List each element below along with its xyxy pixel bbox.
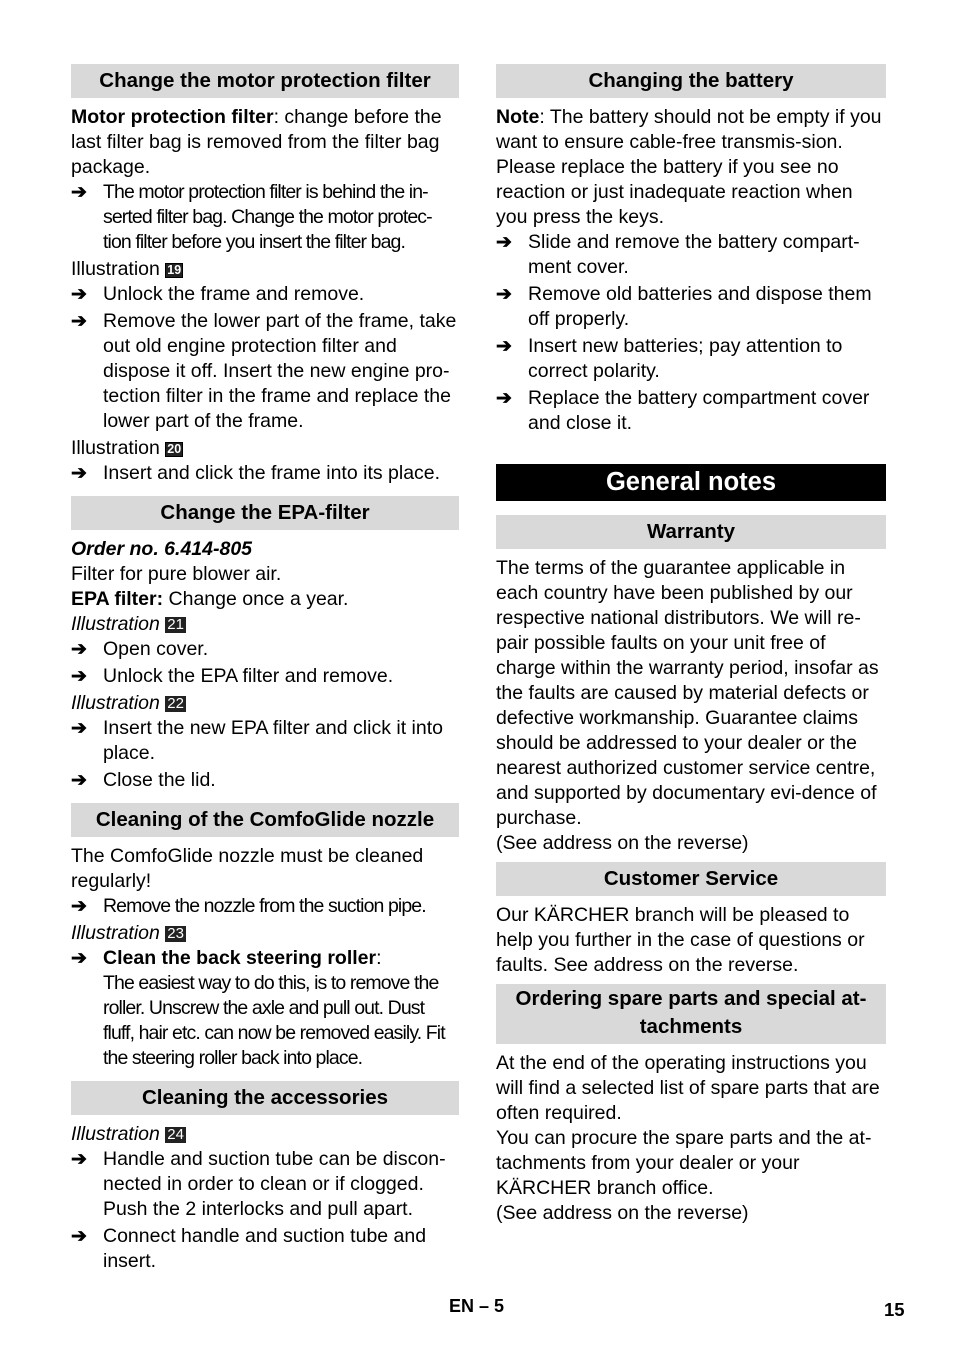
illustration-ref: Illustration 24 <box>71 1123 184 1145</box>
left-column <box>71 64 459 1276</box>
arrow-right-icon: ➔ <box>496 284 512 305</box>
accessories-step-2: ➔ Connect handle and suction tube and insert. <box>71 1225 427 1272</box>
epa-order-number: Order no. 6.414-805 <box>71 538 253 560</box>
nozzle-step-1: ➔ Remove the nozzle from the suction pipe. <box>71 895 426 917</box>
illustration-number-badge: 20 <box>167 442 182 456</box>
spare-parts-body-1: At the end of the operating instructions you will find a selected list of spare parts that are often required. <box>496 1052 880 1124</box>
nozzle-step-2: ➔ Clean the back steering roller: The easiest way to do this, is to remove the roller. Unscrew the axle and pull out. Dust fluff, hair etc. can now be removed easily. Fit the steering roller back into place. <box>71 947 445 1069</box>
footer-language-page: EN – 5 <box>449 1296 505 1316</box>
arrow-right-icon: ➔ <box>496 388 512 409</box>
motor-filter-intro: Motor protection filter: change before the last filter bag is removed from the filter bag package. <box>71 106 442 178</box>
battery-heading: Changing the battery <box>496 64 886 98</box>
motor-step-1: ➔ The motor protection filter is behind the in-serted filter bag. Change the motor protec-tion filter before you insert the filter bag. <box>71 181 432 253</box>
battery-step-3: ➔ Insert new batteries; pay attention to correct polarity. <box>496 335 843 382</box>
motor-filter-heading: Change the motor protection filter <box>71 64 459 98</box>
spare-parts-see-address: (See address on the reverse) <box>496 1202 749 1224</box>
arrow-right-icon: ➔ <box>71 948 87 969</box>
illustration-ref: Illustration 23 <box>71 922 184 944</box>
illustration-number-badge: 21 <box>167 616 184 633</box>
illustration-ref: Illustration 22 <box>71 692 184 714</box>
arrow-right-icon: ➔ <box>71 311 87 332</box>
arrow-right-icon: ➔ <box>71 182 87 203</box>
epa-change-info: EPA filter: Change once a year. <box>71 588 349 610</box>
epa-step-4: ➔ Close the lid. <box>71 769 216 791</box>
battery-step-1: ➔ Slide and remove the battery compart-ment cover. <box>496 231 860 278</box>
epa-filter-heading: Change the EPA-filter <box>71 496 459 530</box>
motor-step-2: ➔ Unlock the frame and remove. <box>71 283 365 305</box>
warranty-heading: Warranty <box>496 515 886 549</box>
motor-step-4: ➔ Insert and click the frame into its place. <box>71 462 441 484</box>
illustration-number-badge: 23 <box>167 925 184 942</box>
general-notes-title: General notes <box>496 464 886 501</box>
nozzle-heading: Cleaning of the ComfoGlide nozzle <box>71 803 459 837</box>
spare-parts-heading: Ordering spare parts and special at-tachments <box>496 984 886 1044</box>
epa-step-2: ➔ Unlock the EPA filter and remove. <box>71 665 394 687</box>
arrow-right-icon: ➔ <box>496 232 512 253</box>
illustration-ref: Illustration 21 <box>71 613 184 635</box>
illustration-ref: Illustration 20 <box>71 437 182 459</box>
epa-step-1: ➔ Open cover. <box>71 638 209 660</box>
accessories-heading: Cleaning the accessories <box>71 1081 459 1115</box>
nozzle-intro: The ComfoGlide nozzle must be cleaned regularly! <box>71 845 424 892</box>
arrow-right-icon: ➔ <box>71 639 87 660</box>
epa-step-3: ➔ Insert the new EPA filter and click it into place. <box>71 717 443 764</box>
arrow-right-icon: ➔ <box>71 463 87 484</box>
epa-line-1: Filter for pure blower air. <box>71 563 282 585</box>
warranty-see-address: (See address on the reverse) <box>496 832 749 854</box>
arrow-right-icon: ➔ <box>71 1149 87 1170</box>
arrow-right-icon: ➔ <box>71 1226 87 1247</box>
warranty-body: The terms of the guarantee applicable in each country have been published by our respective national distributors. We will re-pair possible faults on your unit free of charge within the warranty period, insofar as the faults are caused by material defects or defective workmanship. Guarantee claims should be addressed to your dealer or the nearest authorized customer service centre, and supported by documentary evi-dence of purchase. <box>496 557 879 829</box>
arrow-right-icon: ➔ <box>71 896 87 917</box>
arrow-right-icon: ➔ <box>71 284 87 305</box>
accessories-step-1: ➔ Handle and suction tube can be discon-nected in order to clean or if clogged. Push the 2 interlocks and pull apart. <box>71 1148 446 1220</box>
battery-step-4: ➔ Replace the battery compartment cover and close it. <box>496 387 870 434</box>
footer-page-number: 15 <box>884 1299 905 1320</box>
illustration-number-badge: 19 <box>167 263 182 277</box>
spare-parts-body-2: You can procure the spare parts and the at-tachments from your dealer or your KÄRCHER branch office. <box>496 1127 872 1199</box>
arrow-right-icon: ➔ <box>71 666 87 687</box>
arrow-right-icon: ➔ <box>71 770 87 791</box>
battery-step-2: ➔ Remove old batteries and dispose them off properly. <box>496 283 872 330</box>
illustration-number-badge: 22 <box>167 695 184 712</box>
arrow-right-icon: ➔ <box>496 336 512 357</box>
customer-service-body: Our KÄRCHER branch will be pleased to help you further in the case of questions or faults. See address on the reverse. <box>496 904 865 976</box>
right-column <box>496 64 886 1226</box>
nozzle-step-2-detail: The easiest way to do this, is to remove the roller. Unscrew the axle and pull out. Dust fluff, hair etc. can now be removed easily. Fit the steering roller back into place. <box>103 972 445 1069</box>
illustration-ref: Illustration 19 <box>71 258 182 280</box>
customer-service-heading: Customer Service <box>496 862 886 896</box>
motor-step-3: ➔ Remove the lower part of the frame, take out old engine protection filter and dispose it off. Insert the new engine pro-tection filter in the frame and replace the lower part of the frame. <box>71 310 457 432</box>
arrow-right-icon: ➔ <box>71 718 87 739</box>
battery-note: Note: The battery should not be empty if you want to ensure cable-free transmis-sion. Please replace the battery if you see no reaction or just inadequate reaction when you press the keys. <box>496 106 882 228</box>
illustration-number-badge: 24 <box>167 1126 184 1143</box>
